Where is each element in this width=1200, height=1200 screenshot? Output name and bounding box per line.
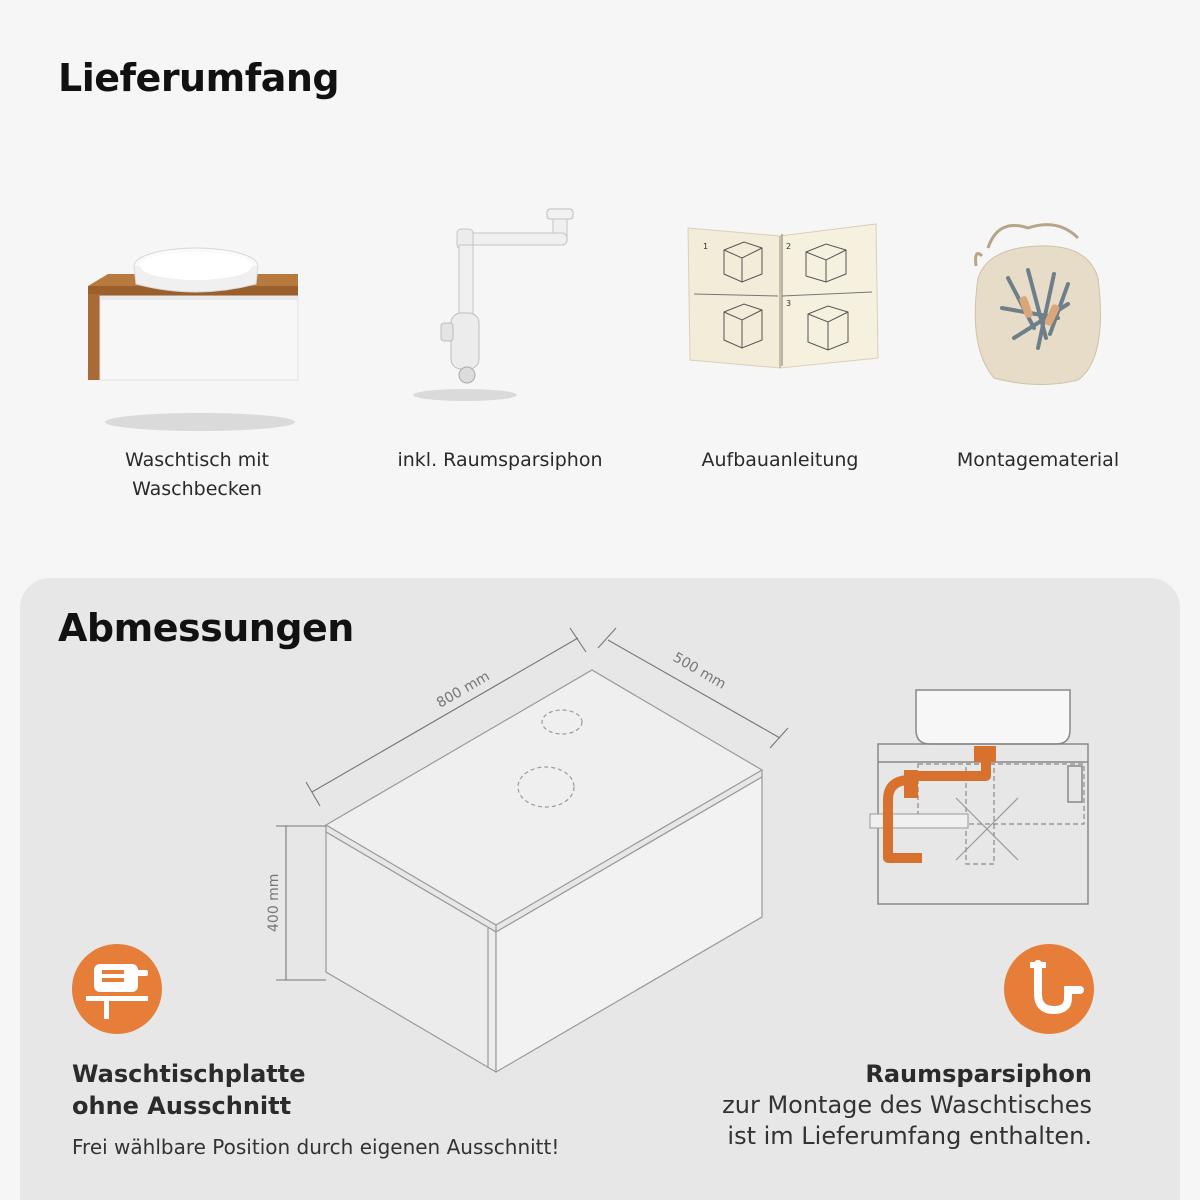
feature-left-text: Frei wählbare Position durch eigenen Ausschnitt! [72, 1135, 560, 1159]
feature-left-title [72, 1058, 306, 1122]
caption-line: inkl. Raumsparsiphon [397, 449, 603, 471]
caption-line: Montagematerial [956, 449, 1120, 471]
caption-line: Waschtisch mit [125, 449, 269, 471]
feature-right-text-line: ist im Lieferumfang enthalten. [727, 1122, 1092, 1150]
step-number: 3 [786, 299, 792, 308]
siphon-pipe-icon [1004, 944, 1094, 1034]
step-number: 2 [786, 242, 792, 251]
caption-line: Aufbauanleitung [701, 449, 859, 471]
feature-left-title-line: ohne Ausschnitt [72, 1092, 292, 1120]
depth-label: 500 mm [670, 649, 729, 693]
dimensions-title: Abmessungen [58, 606, 354, 650]
height-label: 400 mm [266, 873, 282, 932]
feature-left-title-line: Waschtischplatte [72, 1060, 306, 1088]
jigsaw-icon [72, 944, 162, 1034]
feature-right-text [722, 1090, 1092, 1152]
step-number: 1 [703, 242, 709, 251]
delivery-title: Lieferumfang [58, 56, 340, 100]
caption-line: Waschbecken [132, 478, 262, 500]
feature-right-text-line: zur Montage des Waschtisches [722, 1091, 1092, 1119]
feature-right-title: Raumsparsiphon [865, 1060, 1092, 1088]
siphon-installation-diagram [860, 680, 1100, 920]
width-label: 800 mm [434, 668, 493, 712]
